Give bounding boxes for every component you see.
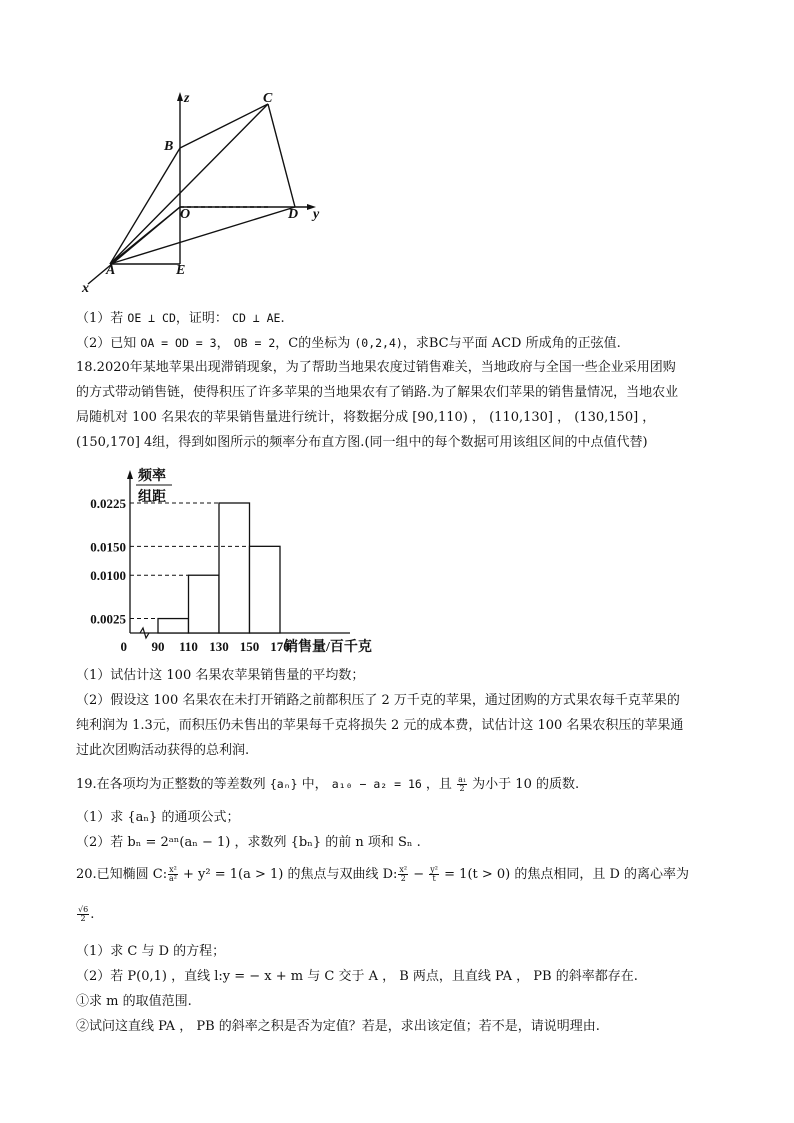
p18-line-3: 局随机对 100 名果农的苹果销售量进行统计，将数据分成 [90,110) ， (110,130] ， (130,150] ， bbox=[76, 410, 656, 425]
label-z: z bbox=[184, 91, 190, 106]
y-tick-1: 0.0150 bbox=[90, 539, 126, 555]
y-axis-label-denominator: 组距 bbox=[138, 490, 166, 505]
bar-2 bbox=[219, 503, 250, 633]
p18-q2-line-3: 过此次团购活动获得的总利润. bbox=[76, 743, 250, 758]
label-O: O bbox=[180, 207, 191, 222]
p20-q2: （2）若 P(0,1) ，直线 l:y = − x + m 与 C 交于 A ， B 两点，且直线 PA ， PB 的斜率都存在. bbox=[76, 969, 638, 984]
frequency-histogram bbox=[70, 458, 430, 658]
label-E: E bbox=[176, 263, 186, 278]
p20-q1: （1）求 C 与 D 的方程； bbox=[76, 944, 226, 959]
p20-eccentricity: $\frac{√6}{2}$ . bbox=[78, 905, 95, 923]
label-y: y bbox=[313, 207, 320, 222]
x-axis-label: 销售量/百千克 bbox=[284, 640, 372, 655]
x-tick-3: 150 bbox=[239, 639, 260, 654]
x-tick-4: 170 bbox=[270, 639, 290, 654]
y-tick-3: 0.0025 bbox=[90, 611, 126, 627]
p17-part2: （2）已知 OA = OD = 3， OB = 2，C的坐标为 (0,2,4)，求BC与平面 ACD 所成角的正弦值. bbox=[76, 336, 621, 351]
label-D: D bbox=[288, 207, 299, 222]
x-tick-0: 90 bbox=[151, 639, 165, 654]
x-tick-2: 130 bbox=[209, 639, 229, 654]
p18-line-2: 的方式带动销售链，使得积压了许多苹果的当地果农有了销路.为了解果农们苹果的销售量情况，当地农业 bbox=[76, 385, 679, 400]
label-A: A bbox=[106, 263, 116, 278]
y-tick-0: 0.0225 bbox=[90, 496, 126, 511]
p19-q1: （1）求 {aₙ} 的通项公式； bbox=[76, 810, 240, 825]
p18-q1: （1）试估计这 100 名果农苹果销售量的平均数； bbox=[76, 668, 365, 683]
p20-stem: 20.已知椭圆 C: $\frac{\text{x²}}{\text{a²}}$ + y² = 1(a > 1) 的焦点与双曲线 D: $\frac{\text{x²}}{2}$ − $\frac{\text{y²}}{t}$ = 1(t > 0) 的焦点相同，且 D 的离心率为 bbox=[76, 865, 690, 883]
p18-q2-line-2: 纯利润为 1.3元，而积压仍未售出的苹果每千克将损失 2 元的成本费，试估计这 100 名果农积压的苹果通 bbox=[76, 718, 684, 733]
geometry-figure bbox=[70, 86, 350, 296]
y-axis-arrow bbox=[127, 470, 133, 479]
origin-label: 0 bbox=[120, 639, 127, 654]
y-axis-label-numerator: 频率 bbox=[138, 469, 166, 484]
p20-sub1: ①求 m 的取值范围. bbox=[76, 994, 192, 1009]
label-x: x bbox=[82, 281, 89, 296]
y-tick-2: 0.0100 bbox=[90, 568, 126, 584]
p18-line-1: 18.2020年某地苹果出现滞销现象，为了帮助当地果农度过销售难关，当地政府与全国一些企业采用团购 bbox=[76, 360, 676, 375]
bar-0 bbox=[158, 619, 189, 633]
p18-q2-line-1: （2）假设这 100 名果农在未打开销路之前都积压了 2 万千克的苹果，通过团购的方式果农每千克苹果的 bbox=[76, 693, 680, 708]
p18-line-4: (150,170] 4组，得到如图所示的频率分布直方图.(同一组中的每个数据可用该组区间的中点值代替) bbox=[76, 435, 648, 450]
bar-3 bbox=[250, 546, 281, 633]
p17-part1: （1）若 OE ⊥ CD，证明： CD ⊥ AE. bbox=[76, 311, 285, 326]
label-B: B bbox=[164, 139, 174, 154]
label-C: C bbox=[263, 91, 273, 106]
x-tick-1: 110 bbox=[179, 639, 198, 654]
p19-stem: 19.在各项均为正整数的等差数列 {aₙ} 中， a₁₀ − a₂ = 16 ，且 $\frac{\text{a₁}}{2}$ 为小于 10 的质数. bbox=[76, 775, 580, 793]
p20-sub2: ②试问这直线 PA ， PB 的斜率之积是否为定值？若是，求出该定值；若不是，请说明理由. bbox=[76, 1019, 600, 1034]
p19-q2: （2）若 bₙ = 2ᵃⁿ(aₙ − 1) ，求数列 {bₙ} 的前 n 项和 Sₙ . bbox=[76, 835, 421, 850]
bar-1 bbox=[189, 575, 220, 633]
